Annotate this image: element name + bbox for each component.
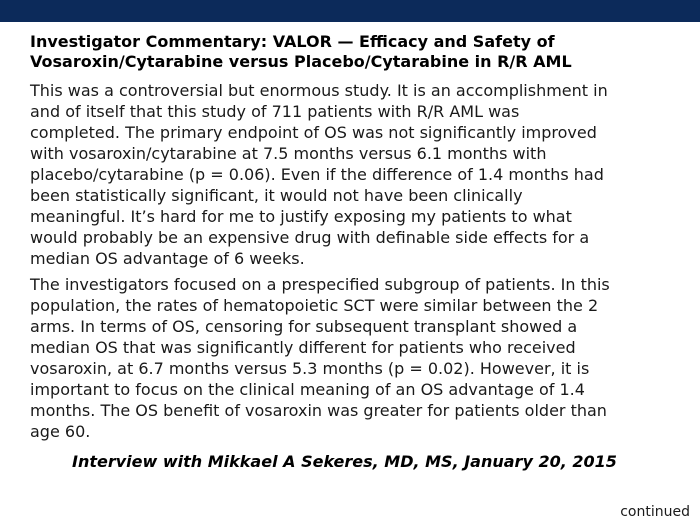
paragraph-line: age 60. <box>30 422 91 441</box>
paragraph-line: The investigators focused on a prespecified subgroup of patients. In this <box>30 275 610 294</box>
header-bar <box>0 0 700 22</box>
commentary-paragraph-1 <box>30 80 680 269</box>
paragraph-line: arms. In terms of OS, censoring for subsequent transplant showed a <box>30 317 578 336</box>
title-line-1: Investigator Commentary: VALOR — Efficacy and Safety of <box>30 32 555 51</box>
paragraph-line: would probably be an expensive drug with definable side effects for a <box>30 228 590 247</box>
paragraph-line: months. The OS benefit of vosaroxin was greater for patients older than <box>30 401 607 420</box>
paragraph-line: This was a controversial but enormous study. It is an accomplishment in <box>30 81 608 100</box>
paragraph-line: median OS that was significantly different for patients who received <box>30 338 576 357</box>
page-title <box>30 32 680 72</box>
paragraph-line: been statistically significant, it would not have been clinically <box>30 186 523 205</box>
commentary-paragraph-2 <box>30 274 680 442</box>
paragraph-line: median OS advantage of 6 weeks. <box>30 249 305 268</box>
paragraph-line: placebo/cytarabine (p = 0.06). Even if the difference of 1.4 months had <box>30 165 604 184</box>
paragraph-line: important to focus on the clinical meaning of an OS advantage of 1.4 <box>30 380 585 399</box>
paragraph-line: meaningful. It’s hard for me to justify exposing my patients to what <box>30 207 572 226</box>
paragraph-line: vosaroxin, at 6.7 months versus 5.3 months (p = 0.02). However, it is <box>30 359 590 378</box>
interview-attribution: Interview with Mikkael A Sekeres, MD, MS, January 20, 2015 <box>72 452 617 471</box>
paragraph-line: population, the rates of hematopoietic SCT were similar between the 2 <box>30 296 599 315</box>
paragraph-line: with vosaroxin/cytarabine at 7.5 months versus 6.1 months with <box>30 144 547 163</box>
paragraph-line: completed. The primary endpoint of OS was not significantly improved <box>30 123 597 142</box>
paragraph-line: and of itself that this study of 711 patients with R/R AML was <box>30 102 520 121</box>
continued-label: continued <box>620 504 690 520</box>
title-line-2: Vosaroxin/Cytarabine versus Placebo/Cytarabine in R/R AML <box>30 52 572 71</box>
